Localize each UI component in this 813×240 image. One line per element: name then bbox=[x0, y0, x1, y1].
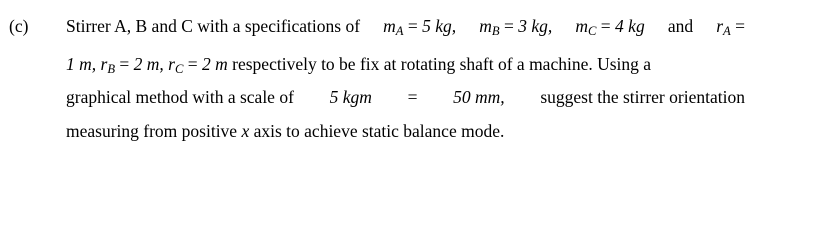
text-line-3b: suggest the stirrer orientation bbox=[540, 87, 745, 107]
text-line-4a: measuring from positive bbox=[66, 121, 238, 141]
radius-c: $r_C = 2$ m bbox=[168, 54, 228, 77]
text-line-3a: graphical method with a scale of bbox=[66, 87, 294, 107]
question-line-1 bbox=[66, 16, 745, 39]
scale-equals: = bbox=[407, 87, 418, 107]
radius-a-start: $r_A$ = bbox=[716, 16, 745, 39]
text-line-4b: axis to achieve static balance mode. bbox=[253, 121, 505, 141]
mass-c: $m_C = 4$ kg bbox=[575, 16, 645, 39]
x-symbol: x bbox=[241, 121, 250, 141]
text-and: and bbox=[667, 16, 694, 36]
question-line-4 bbox=[66, 121, 745, 141]
scale-left: 5 kgm bbox=[329, 87, 372, 107]
text-line-2: respectively to be fix at rotating shaft of a machine. Using a bbox=[232, 54, 652, 74]
scale-right: 50 mm, bbox=[453, 87, 505, 107]
question-label: (c) bbox=[9, 16, 29, 36]
mass-b: $m_B = 3$ kg, bbox=[479, 16, 553, 39]
radius-b: $r_B = 2$ m, bbox=[100, 54, 164, 77]
mass-a: $m_A = 5$ kg, bbox=[383, 16, 457, 39]
text-intro: Stirrer A, B and C with a specifications of bbox=[66, 16, 361, 36]
question-line-2 bbox=[66, 54, 745, 77]
question-line-3 bbox=[66, 87, 745, 107]
radius-a-value: 1 m, bbox=[66, 54, 97, 74]
